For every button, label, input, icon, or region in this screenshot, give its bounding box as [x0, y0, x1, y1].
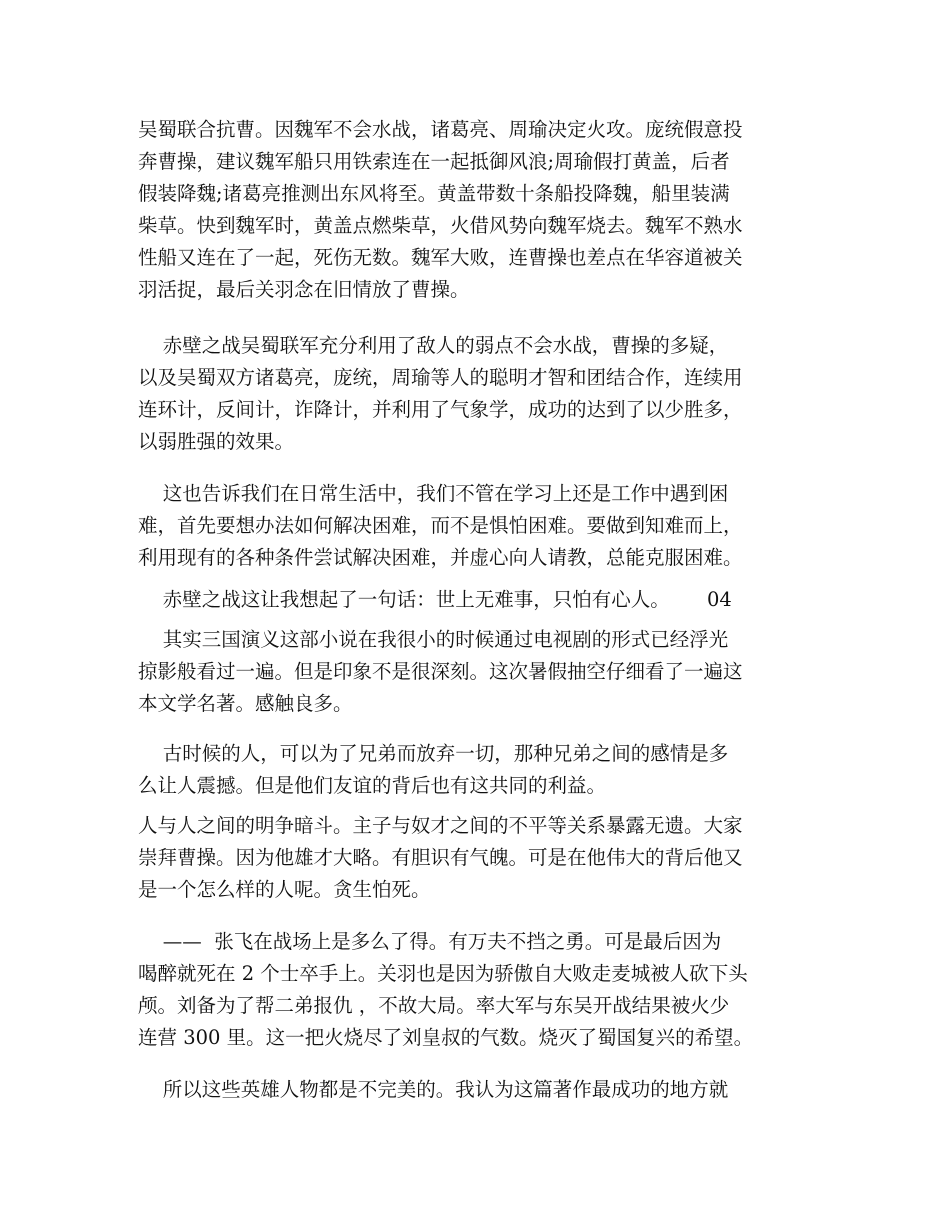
text-line: 奔曹操，建议魏军船只用铁索连在一起抵御风浪;周瑜假打黄盖，后者: [138, 150, 730, 173]
text-line: 羽活捉，最后关羽念在旧情放了曹操。: [138, 278, 470, 301]
text-line: 赤壁之战吴蜀联军充分利用了敌人的弱点不会水战，曹操的多疑，: [138, 334, 729, 357]
text-line: —— 张飞在战场上是多么了得。有万夫不挡之勇。可是最后因为: [138, 930, 722, 953]
text-line: 柴草。快到魏军时，黄盖点燃柴草，火借风势向魏军烧去。魏军不熟水: [138, 214, 743, 237]
text-line: 吴蜀联合抗曹。因魏军不会水战，诸葛亮、周瑜决定火攻。庞统假意投: [138, 118, 743, 141]
text-line: 么让人震撼。但是他们友谊的背后也有这共同的利益。: [138, 774, 607, 797]
text-line: 所以这些英雄人物都是不完美的。我认为这篇著作最成功的地方就: [138, 1078, 729, 1101]
text-line: 本文学名著。感触良多。: [138, 692, 353, 715]
text-line: 赤壁之战这让我想起了一句话：世上无难事，只怕有心人。 04: [138, 588, 732, 611]
text-line: 喝醉就死在 2 个士卒手上。关羽也是因为骄傲自大败走麦城被人砍下头: [138, 962, 748, 985]
text-line: 是一个怎么样的人呢。贪生怕死。: [138, 878, 431, 901]
text-line: 这也告诉我们在日常生活中，我们不管在学习上还是工作中遇到困: [138, 482, 729, 505]
text-line: 利用现有的各种条件尝试解决困难，并虚心向人请教，总能克服困难。: [138, 546, 743, 569]
text-line: 性船又连在了一起，死伤无数。魏军大败，连曹操也差点在华容道被关: [138, 246, 743, 269]
text-line: 掠影般看过一遍。但是印象不是很深刻。这次暑假抽空仔细看了一遍这: [138, 660, 743, 683]
text-line: 连营 300 里。这一把火烧尽了刘皇叔的气数。烧灭了蜀国复兴的希望。: [138, 1026, 754, 1049]
text-line: 以弱胜强的效果。: [138, 430, 295, 453]
text-line: 颅。刘备为了帮二弟报仇 ，不故大局。率大军与东吴开战结果被火少: [138, 994, 730, 1017]
text-line: 古时候的人，可以为了兄弟而放弃一切，那种兄弟之间的感情是多: [138, 742, 729, 765]
text-line: 假装降魏;诸葛亮推测出东风将至。黄盖带数十条船投降魏，船里装满: [138, 182, 730, 205]
text-line: 人与人之间的明争暗斗。主子与奴才之间的不平等关系暴露无遗。大家: [138, 814, 743, 837]
text-line: 难，首先要想办法如何解决困难，而不是惧怕困难。要做到知难而上，: [138, 514, 743, 537]
text-line: 其实三国演义这部小说在我很小的时候通过电视剧的形式已经浮光: [138, 628, 729, 651]
text-line: 崇拜曹操。因为他雄才大略。有胆识有气魄。可是在他伟大的背后他又: [138, 846, 743, 869]
text-line: 连环计，反间计，诈降计，并利用了气象学，成功的达到了以少胜多，: [138, 398, 743, 421]
text-line: 以及吴蜀双方诸葛亮，庞统，周瑜等人的聪明才智和团结合作，连续用: [138, 366, 743, 389]
